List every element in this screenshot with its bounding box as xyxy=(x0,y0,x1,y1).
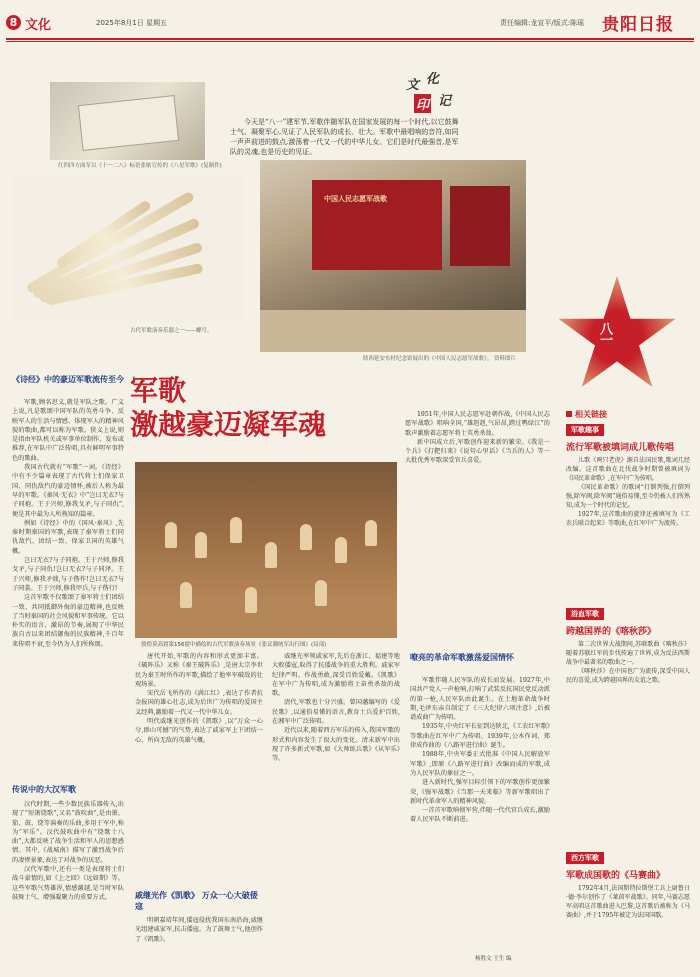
exhibit-panel xyxy=(450,186,510,266)
document-image xyxy=(78,95,179,151)
headline-line1: 军歌 xyxy=(130,374,187,407)
mural-figure xyxy=(230,517,242,543)
paragraph: 这首军歌不仅歌颂了秦军将士们团结一致、共同抵御外侮的豪迈精神,也反映了当时秦国的社会风貌和军事传统。它以朴实的语言、激昂的节奏,展现了中华民族自古以来团结御侮的民族精神,千百年来传唱不衰,至今仍为人们所称颂。 xyxy=(12,594,124,648)
mural-figure xyxy=(365,520,377,546)
sidebar-body xyxy=(566,640,690,848)
paragraph: 《国民革命歌》的歌词“打倒列强,打倒列强,除军阀,除军阀”通俗易懂,至今仍被人们所熟知,成为一个时代的记忆。 xyxy=(566,484,690,509)
col4-body xyxy=(410,676,550,950)
col2-body xyxy=(135,652,263,882)
paragraph: 1927年,这首歌曲的旋律还被填写为《工农兵联合起来》等歌曲,在红军中广为流传。 xyxy=(566,511,690,527)
photo1-caption: 红四四方面军以《十一二八》标语张贴宣传的《八星军歌》(复制件) xyxy=(58,163,222,169)
column-logo xyxy=(404,74,462,114)
paragraph: 军歌伴随人民军队的成长而发展。1927年,中国共产党人一声枪响,打响了武装反抗国民党反动派的第一枪,人民军队由此诞生。在土地革命战争时期,毛泽东亲自制定了《三大纪律六项注意》,后被谱成曲广为传唱。 xyxy=(410,677,550,722)
logo-char: 记 xyxy=(438,94,452,109)
intro-text: 今天是“八一”建军节,军歌伴随军队在国家发展的每一个时代,以它鼓舞士气、凝聚军心,见证了人民军队的成长、壮大。军歌中最唱响的音符,如同一声声前进的鼓点,激荡着一代又一代的中华儿女。它们是时代最强音,是军队的灵魂,也是历史的见证。 xyxy=(230,118,459,156)
section-title: 文化 xyxy=(25,18,52,33)
paragraph: 明代戚继光创作的《凯歌》,以“万众一心兮,群山可撼”的气势,表达了戚家军上下团结一心、所向无敌的英雄气概。 xyxy=(135,718,263,744)
paragraph: 近代以来,随着西方军乐的传入,我国军歌的形式和内容发生了很大的变化。清末新军中出现了许多新式军歌,如《大帅练兵歌》《从军乐》等。 xyxy=(272,727,400,763)
mural-figure xyxy=(300,524,312,550)
horns-illustration xyxy=(18,190,218,300)
photo3-caption: 陕西延安东村纪念馆展出的《中国人民志愿军战歌》。 资料图片 xyxy=(363,356,517,362)
col3-body-top xyxy=(405,410,550,635)
paragraph: 《喀秋莎》在中国也广为流传,深受中国人民的喜爱,成为跨越国界的友谊之歌。 xyxy=(566,668,690,684)
col1-subhead2: 传说中的大汉军歌 xyxy=(12,784,76,794)
page-header xyxy=(0,0,700,46)
photo2-caption: 古代军歌演奏乐器之一——螺号。 xyxy=(130,328,213,334)
mural-figure xyxy=(165,522,177,548)
paragraph: 军歌,顾名思义,就是军队之歌。广义上说,凡是歌颂中国军队的英勇斗争、反映军人的生活与情感、体现军人的精神风貌的歌曲,都可以称为军歌。狭义上说,则是指由军队机关或军事单位制作、发布或推荐,在军队中广泛传唱,具有鲜明军事特色的歌曲。 xyxy=(12,399,124,462)
header-rule xyxy=(6,38,694,40)
sidebar-badge: 浴血军歌 xyxy=(566,608,604,620)
headline-line2: 激越豪迈凝军魂 xyxy=(130,408,327,441)
paragraph: 1792年4月,法国斯特拉斯堡工兵上尉鲁日·德·李尔创作了《莱茵军战歌》。同年,马赛志愿军高唱这首歌曲进入巴黎,这首歌后被称为《马赛曲》,并于1795年被定为法国国歌。 xyxy=(566,885,690,919)
paragraph: 进入新时代,强军目标引领下的军歌创作更加繁荣,《强军战歌》《当那一天来临》等新军歌唱出了新时代革命军人的精神风貌。 xyxy=(410,779,550,805)
sidebar-headline: 军歌成国歌的《马赛曲》 xyxy=(566,871,666,881)
editors-credit: 责任编辑:龙宣平/版式:陈瑶 xyxy=(500,19,585,27)
paragraph: 1951年,中国人民志愿军赴朝作战,《中国人民志愿军战歌》唱响全国,“雄赳赳,气昂昂,跨过鸭绿江”的歌声激励着志愿军将士英勇杀敌。 xyxy=(405,411,550,437)
paragraph: 岂曰无衣?与子同袍。王于兴师,修我戈矛,与子同仇!岂曰无衣?与子同泽。王于兴师,修我矛戟,与子偕作!岂曰无衣?与子同裳。王于兴师,修我甲兵,与子偕行! xyxy=(12,557,124,592)
paragraph: 第二次世界大战期间,苏联歌曲《喀秋莎》随着苏联红军的步伐传遍了世界,成为反法西斯战争中最著名的歌曲之一。 xyxy=(566,641,690,666)
col1-body xyxy=(12,398,124,778)
sidebar-body xyxy=(566,884,690,970)
issue-date: 2025年8月1日 星期五 xyxy=(96,19,167,27)
paragraph: 1988年,中央军委正式批准《中国人民解放军军歌》,即原《八路军进行曲》改编而成的军歌,成为人民军队的象征之一。 xyxy=(410,751,550,777)
mural-figure xyxy=(265,542,277,568)
paragraph: 一首首军歌响彻军营,伴随一代代官兵成长,激励着人民军队不断前进。 xyxy=(410,807,550,824)
paragraph: 1935年,中央红军长征到达陕北,《工农红军歌》等歌曲在红军中广为传唱。1939年,公木作词、郑律成作曲的《八路军进行曲》诞生。 xyxy=(410,723,550,750)
mural-figure xyxy=(245,587,257,613)
paragraph: 例如《诗经》中的《国风·秦风》,先秦时期秦国的军歌,表现了秦军将士们同仇敌忾、团结一致、保家卫国的英雄气概。 xyxy=(12,519,124,555)
main-headline xyxy=(130,374,410,442)
star-label: 八一 xyxy=(597,322,612,344)
paragraph: 清代,军歌也十分兴盛。曾国藩编写的《爱民歌》,以通俗易懂的语言,教育士兵爱护百姓,在湘军中广泛传唱。 xyxy=(272,699,400,726)
paragraph: 唐代开始,军歌的内容和形式更加丰富。《破阵乐》又称《秦王破阵乐》,是唐太宗李世民为秦王时所作的军歌,描绘了他率军破敌的壮观场景。 xyxy=(135,653,263,688)
col2-body2 xyxy=(135,916,263,972)
header-rule-thin xyxy=(6,41,694,42)
col1-subhead: 《诗经》中的豪迈军歌流传至今 xyxy=(12,374,124,384)
paragraph: 戚继光率领戚家军,先后在浙江、福建等地大败倭寇,取得了抗倭战争的重大胜利。戚家军纪律严明、作战勇敢,深受百姓爱戴。《凯歌》在军中广为传唱,成为激励将士奋勇杀敌的战歌。 xyxy=(272,653,400,698)
paragraph: 汉代军歌中,还有一类是表现将士们战斗豪情的,如《上之回》《远如期》等。这些军歌气势雄浑,情感激越,是当时军队鼓舞士气、增强凝聚力的重要方式。 xyxy=(12,866,124,901)
col4-subhead: 嘹亮的革命军歌激荡爱国情怀 xyxy=(410,652,514,662)
col2-subhead: 戚继光作《凯歌》 万众一心大破倭寇 xyxy=(135,890,258,911)
logo-char: 化 xyxy=(426,72,440,87)
sidebar-headline: 跨越国界的《喀秋莎》 xyxy=(566,627,657,637)
logo-char: 印 xyxy=(414,94,431,113)
logo-char: 文 xyxy=(406,78,420,93)
photo-memorial-hall xyxy=(260,160,526,352)
mural-figure xyxy=(180,582,192,608)
paragraph: 新中国成立后,军歌创作迎来新的繁荣。《我是一个兵》《打靶归来》《说句心里话》《当兵的人》等一大批优秀军歌深受官兵喜爱。 xyxy=(405,438,550,465)
col1-body2 xyxy=(12,800,124,970)
mural-figure xyxy=(335,537,347,563)
mural-figure xyxy=(195,532,207,558)
exhibit-wall: 中国人民志愿军战歌 xyxy=(312,180,442,270)
paragraph: 我国古代就有“军歌”一词。《诗经》中有不少篇章表现了古代将士们保家卫国、同仇敌忾的豪迈情怀,被后人称为最早的军歌。《秦风·无衣》中“岂曰无衣?与子同袍。王于兴师,修我戈矛,与子同仇”,便是其中最为人所熟知的篇章。 xyxy=(12,464,124,518)
sidebar-headline: 流行军歌被填词成儿歌传唱 xyxy=(566,443,675,453)
masthead-logo: 贵阳日报 xyxy=(602,15,674,35)
hall-floor xyxy=(260,310,526,352)
photo4-caption: 敦煌莫高窟第156窟中描绘的古代军歌演奏场景《张议潮统军出行图》(局部) xyxy=(141,642,327,648)
sidebar-badge: 西方军歌 xyxy=(566,852,604,864)
paragraph: 宋代岳飞所作的《满江红》,表达了作者抗金报国的雄心壮志,成为后世广为传唱的爱国主义经典,激励着一代又一代中华儿女。 xyxy=(135,690,263,716)
photo-dunhuang-mural xyxy=(135,462,397,638)
paragraph: 汉代时期,一些少数民族乐器传入,出现了“短箫铙歌”,又名“鼓吹曲”,是由箫、笳、鼓、铙等演奏的乐曲,多用于军中,称为“军乐”。汉代鼓吹曲中有“铙歌十八曲”,大都反映了战争生活和军人的思想感情。其中,《战城南》描写了激烈战争后的凄惨景象,表达了对战争的厌恶。 xyxy=(12,801,124,864)
sidebar-body xyxy=(566,456,690,604)
photo-archive-document xyxy=(50,82,205,160)
author-credit: 杨胜文 王生 编 xyxy=(475,956,512,962)
sidebar-title: 相关链接 xyxy=(566,409,607,420)
paragraph: 儿歌《两只老虎》源自法国民歌,歌词几经改编。这首歌曲在北伐战争时期曾被填词为《国民革命歌》,在军中广为传唱。 xyxy=(566,457,690,482)
page-number: 8 xyxy=(6,15,21,30)
mural-figure xyxy=(315,580,327,606)
paragraph: 明朝嘉靖年间,倭寇侵扰我国东南沿海,戚继光组建戚家军,抗击倭寇。为了鼓舞士气,他创作了《凯歌》。 xyxy=(135,917,263,943)
star-emblem xyxy=(556,276,678,398)
col3-body xyxy=(272,652,400,972)
sidebar-badge: 军歌趣事 xyxy=(566,424,604,436)
